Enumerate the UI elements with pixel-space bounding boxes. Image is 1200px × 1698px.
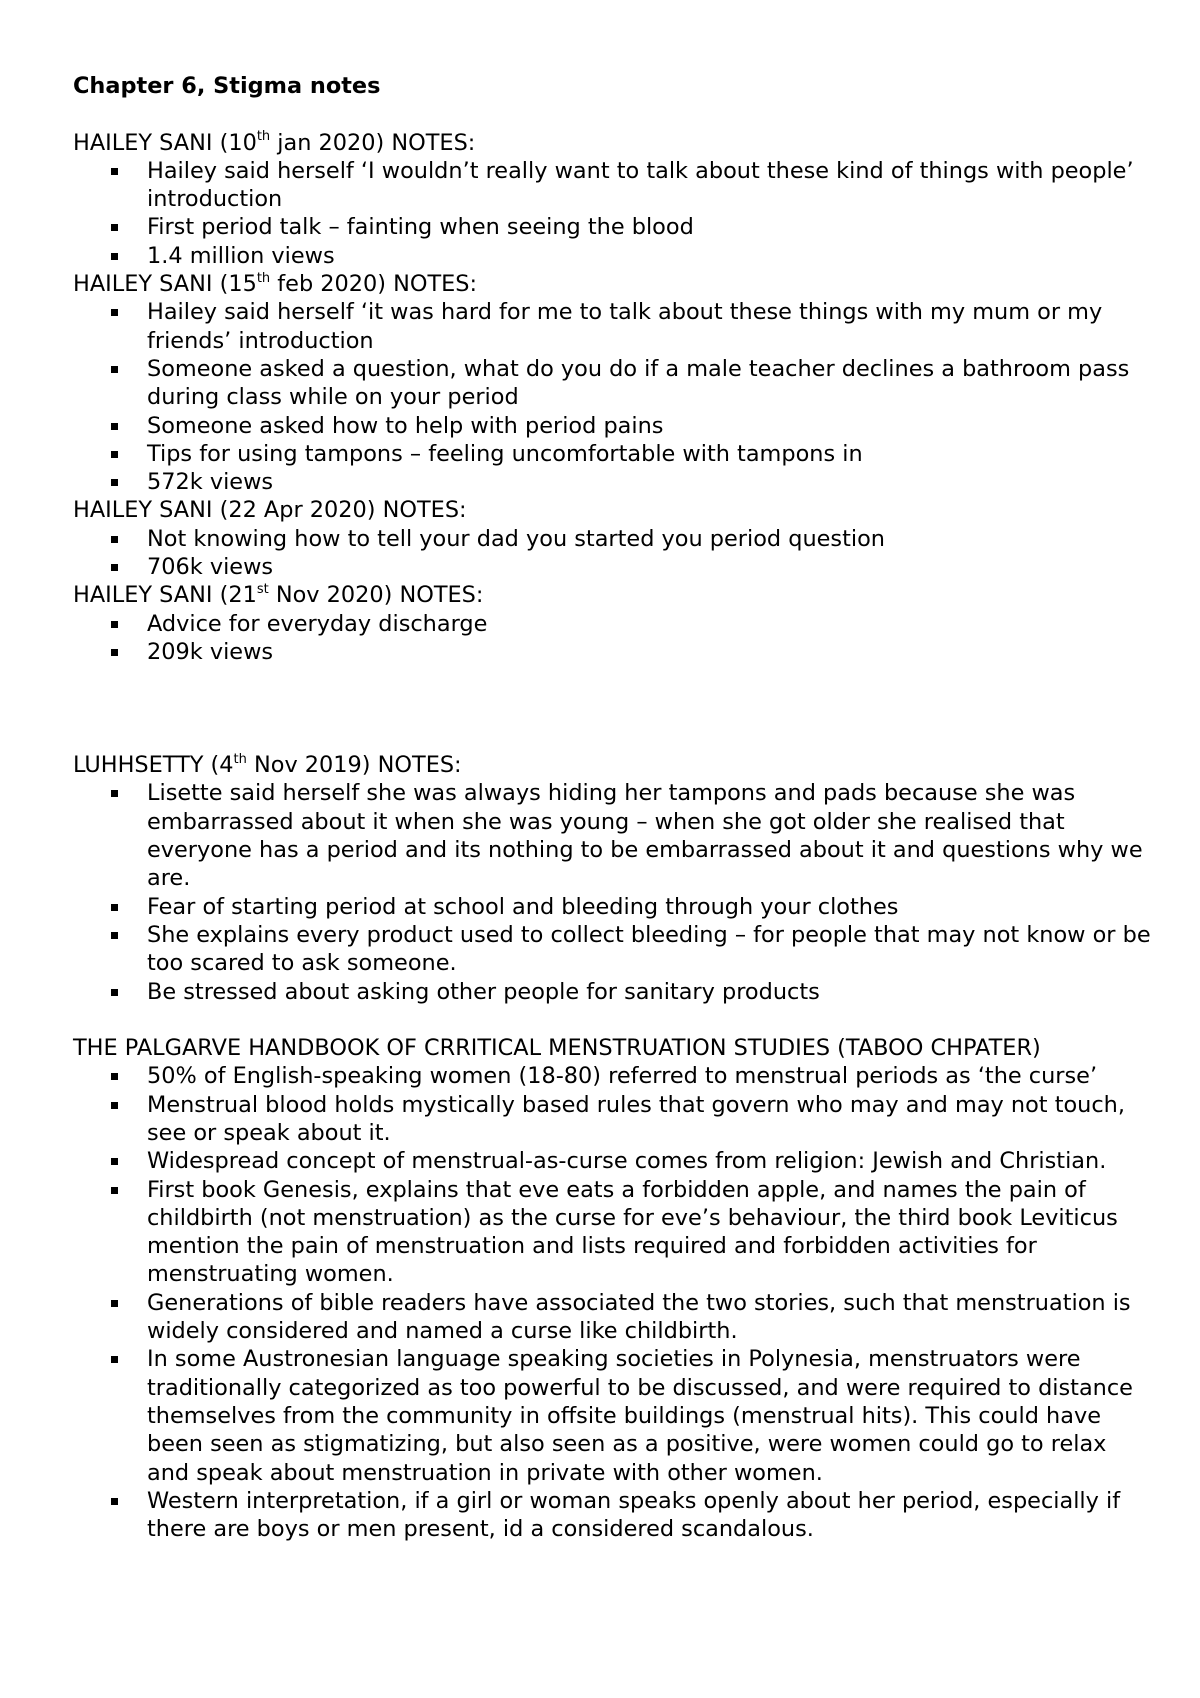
list-item: Western interpretation, if a girl or woman speaks openly about her period, especially if there are boys or men present, id a considered scandalous. bbox=[73, 1487, 1153, 1544]
list-item: 1.4 million views bbox=[73, 242, 1153, 270]
list-item: 209k views bbox=[73, 638, 1153, 666]
section-heading: HAILEY SANI (22 Apr 2020) NOTES: bbox=[73, 497, 467, 524]
list-item: Lisette said herself she was always hiding her tampons and pads because she was embarrassed about it when she was young – when she got older she realised that everyone has a period and its nothing to be embarrassed about it and questions why we are. bbox=[73, 779, 1153, 892]
list-item: Tips for using tampons – feeling uncomfortable with tampons in bbox=[73, 440, 1153, 468]
bullet-icon bbox=[111, 1102, 118, 1109]
bullet-list bbox=[73, 610, 1153, 667]
list-item: Hailey said herself ‘it was hard for me to talk about these things with my mum or my friends’ introduction bbox=[73, 298, 1153, 355]
bullet-icon bbox=[111, 1356, 118, 1363]
list-item: 706k views bbox=[73, 553, 1153, 581]
bullet-icon bbox=[111, 1498, 118, 1505]
document-page bbox=[73, 72, 1153, 1543]
bullet-icon bbox=[111, 423, 118, 430]
bullet-icon bbox=[111, 309, 118, 316]
bullet-icon bbox=[111, 649, 118, 656]
notes-section-palgrave-handbook bbox=[73, 1034, 1153, 1543]
bullet-icon bbox=[111, 366, 118, 373]
bullet-icon bbox=[111, 1300, 118, 1307]
bullet-icon bbox=[111, 479, 118, 486]
bullet-list bbox=[73, 1062, 1153, 1543]
bullet-icon bbox=[111, 253, 118, 260]
notes-section-hailey-jan bbox=[73, 129, 1153, 270]
spacer bbox=[73, 666, 1153, 751]
list-item: 50% of English-speaking women (18-80) referred to menstrual periods as ‘the curse’ bbox=[73, 1062, 1153, 1090]
bullet-icon bbox=[111, 1187, 118, 1194]
bullet-list bbox=[73, 298, 1153, 496]
page-title: Chapter 6, Stigma notes bbox=[73, 73, 381, 99]
list-item: First period talk – fainting when seeing the blood bbox=[73, 213, 1153, 241]
bullet-icon bbox=[111, 224, 118, 231]
list-item: Not knowing how to tell your dad you started you period question bbox=[73, 525, 1153, 553]
section-heading: HAILEY SANI (10th jan 2020) NOTES: bbox=[73, 129, 476, 156]
list-item: Advice for everyday discharge bbox=[73, 610, 1153, 638]
spacer bbox=[73, 1006, 1153, 1034]
list-item: Menstrual blood holds mystically based rules that govern who may and may not touch, see or speak about it. bbox=[73, 1091, 1153, 1148]
bullet-icon bbox=[111, 932, 118, 939]
list-item: Fear of starting period at school and bleeding through your clothes bbox=[73, 893, 1153, 921]
section-heading: THE PALGARVE HANDBOOK OF CRRITICAL MENSTRUATION STUDIES (TABOO CHPATER) bbox=[73, 1035, 1041, 1062]
list-item: First book Genesis, explains that eve eats a forbidden apple, and names the pain of childbirth (not menstruation) as the curse for eve’s behaviour, the third book Leviticus mention the pain of menstruation and lists required and forbidden activities for menstruating women. bbox=[73, 1176, 1153, 1289]
list-item: Someone asked how to help with period pains bbox=[73, 412, 1153, 440]
section-heading: HAILEY SANI (21st Nov 2020) NOTES: bbox=[73, 581, 484, 609]
notes-section-hailey-feb bbox=[73, 270, 1153, 496]
bullet-icon bbox=[111, 451, 118, 458]
bullet-list bbox=[73, 157, 1153, 270]
section-heading: LUHHSETTY (4th Nov 2019) NOTES: bbox=[73, 751, 462, 779]
bullet-icon bbox=[111, 904, 118, 911]
bullet-icon bbox=[111, 1073, 118, 1080]
notes-section-luhhsetty bbox=[73, 751, 1153, 1006]
bullet-icon bbox=[111, 790, 118, 797]
list-item: Hailey said herself ‘I wouldn’t really want to talk about these kind of things with people’ introduction bbox=[73, 157, 1153, 214]
bullet-icon bbox=[111, 564, 118, 571]
bullet-icon bbox=[111, 536, 118, 543]
list-item: In some Austronesian language speaking societies in Polynesia, menstruators were traditionally categorized as too powerful to be discussed, and were required to distance themselves from the community in offsite buildings (menstrual hits). This could have been seen as stigmatizing, but also seen as a positive, were women could go to relax and speak about menstruation in private with other women. bbox=[73, 1345, 1153, 1486]
list-item: Someone asked a question, what do you do if a male teacher declines a bathroom pass during class while on your period bbox=[73, 355, 1153, 412]
list-item: She explains every product used to collect bleeding – for people that may not know or be too scared to ask someone. bbox=[73, 921, 1153, 978]
bullet-list bbox=[73, 779, 1153, 1005]
bullet-icon bbox=[111, 621, 118, 628]
list-item: 572k views bbox=[73, 468, 1153, 496]
notes-section-hailey-apr bbox=[73, 496, 1153, 581]
bullet-icon bbox=[111, 168, 118, 175]
bullet-icon bbox=[111, 989, 118, 996]
list-item: Generations of bible readers have associated the two stories, such that menstruation is widely considered and named a curse like childbirth. bbox=[73, 1289, 1153, 1346]
section-heading: HAILEY SANI (15th feb 2020) NOTES: bbox=[73, 270, 478, 298]
notes-section-hailey-nov bbox=[73, 581, 1153, 666]
spacer bbox=[73, 100, 1153, 128]
bullet-icon bbox=[111, 1158, 118, 1165]
bullet-list bbox=[73, 525, 1153, 582]
list-item: Widespread concept of menstrual-as-curse comes from religion: Jewish and Christian. bbox=[73, 1147, 1153, 1175]
list-item: Be stressed about asking other people for sanitary products bbox=[73, 978, 1153, 1006]
